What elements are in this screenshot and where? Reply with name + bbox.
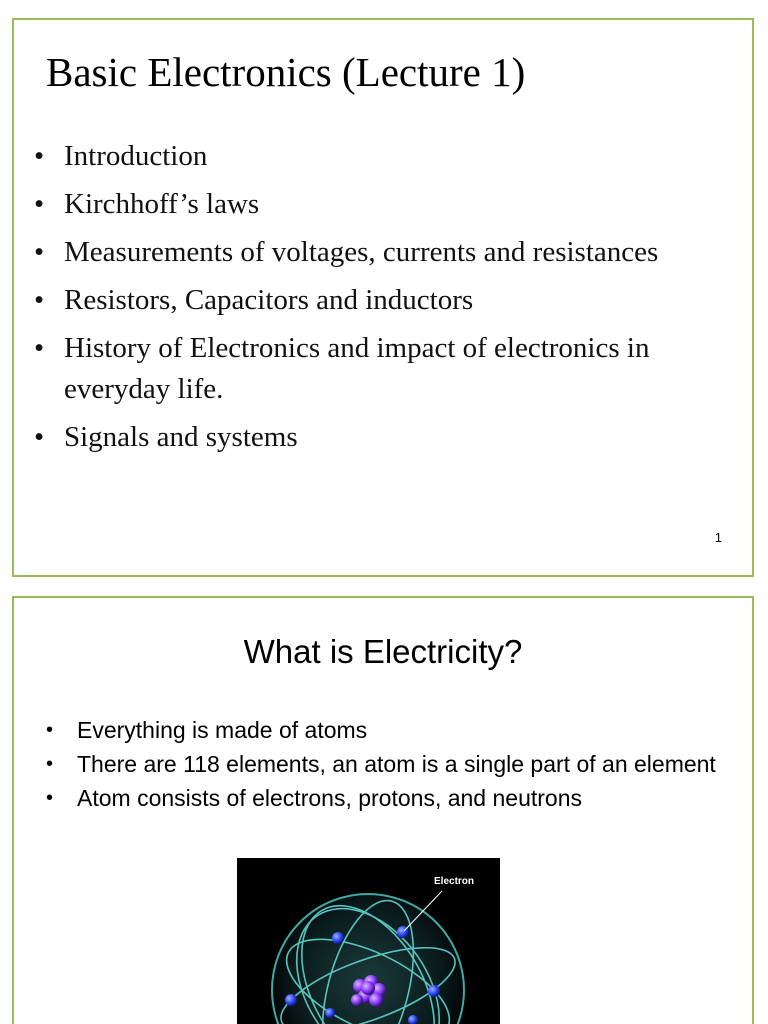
bullet-icon: • [46, 787, 54, 809]
list-item-text: Kirchhoff’s laws [64, 188, 260, 220]
list-item-text: There are 118 elements, an atom is a single part of an element [77, 751, 716, 777]
list-item-text: Signals and systems [64, 421, 298, 453]
list-item [44, 750, 744, 778]
bullet-icon: • [34, 188, 45, 220]
slide-2 [12, 596, 754, 1024]
electron-label: Electron [434, 876, 475, 887]
bullet-icon: • [34, 140, 45, 172]
list-item-text: Measurements of voltages, currents and resistances [64, 236, 659, 268]
slide-title: Basic Electronics (Lecture 1) [46, 49, 526, 95]
bullet-icon: • [34, 332, 45, 364]
bullet-icon: • [34, 421, 45, 453]
list-item [34, 280, 744, 321]
slide-title: What is Electricity? [243, 633, 523, 670]
page-number: 1 [714, 530, 722, 545]
list-item [34, 328, 744, 410]
atom-illustration [237, 858, 500, 1024]
list-item [34, 184, 744, 225]
bullet-icon: • [34, 284, 45, 316]
list-item [34, 136, 744, 177]
list-item-text: Introduction [64, 140, 208, 172]
bullet-list [44, 716, 744, 818]
list-item-text: Everything is made of atoms [77, 717, 368, 743]
list-item-text: History of Electronics and impact of electronics in everyday life. [64, 332, 650, 405]
list-item-text: Resistors, Capacitors and inductors [64, 284, 474, 316]
bullet-icon: • [46, 719, 54, 741]
bullet-icon: • [34, 236, 45, 268]
list-item [34, 232, 744, 273]
bullet-list [34, 136, 744, 465]
atom-diagram [237, 858, 500, 1024]
slide-1 [12, 18, 754, 577]
list-item [44, 784, 744, 812]
list-item [34, 417, 744, 458]
list-item-text: Atom consists of electrons, protons, and neutrons [77, 785, 582, 811]
list-item [44, 716, 744, 744]
bullet-icon: • [46, 753, 54, 775]
